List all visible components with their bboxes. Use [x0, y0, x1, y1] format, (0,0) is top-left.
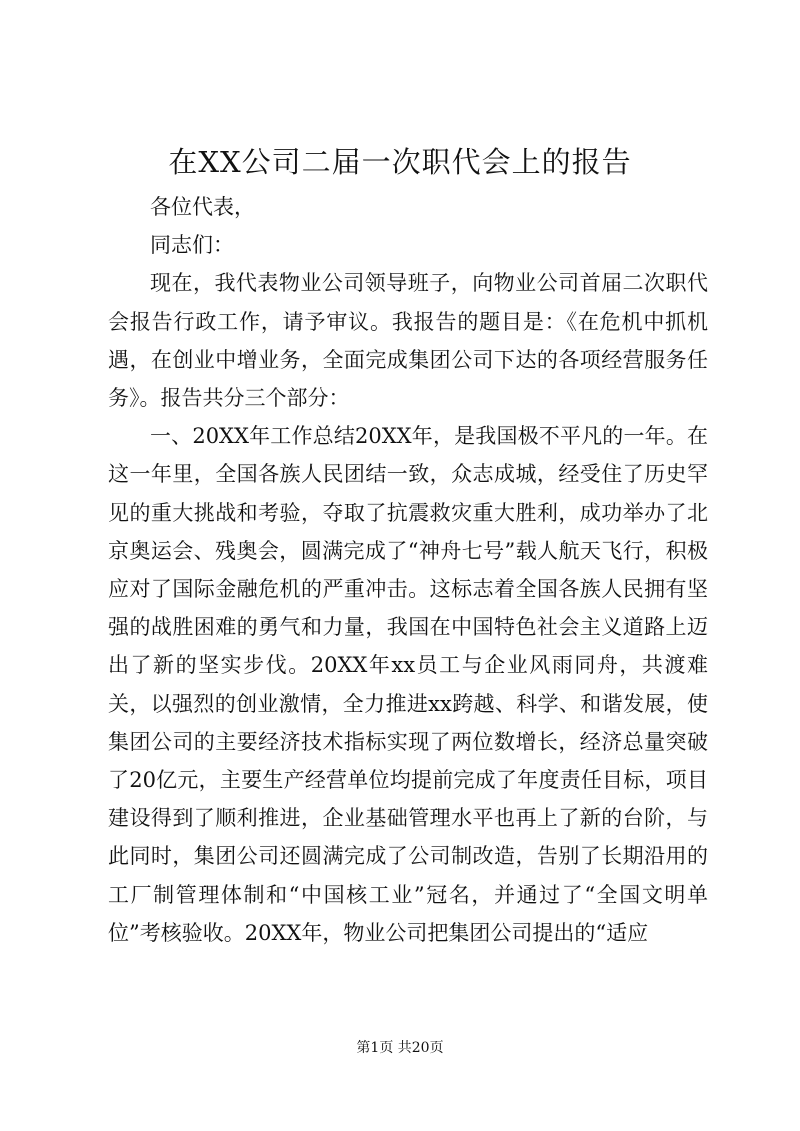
page-number: 第1页 共20页 [356, 1040, 444, 1056]
document-body [108, 188, 708, 952]
salutation-representatives: 各位代表， [150, 195, 255, 219]
salutation-comrades: 同志们： [150, 233, 234, 258]
section-one-paragraph: 一、20XX年工作总结20XX年，是我国极不平凡的一年。在这一年里，全国各族人民团结一致，众志成城，经受住了历史罕见的重大挑战和考验，夺取了抗震救灾重大胜利，成功举办了北京奥运会、残奥会，圆满完成了“神舟七号”载人航天飞行，积极应对了国际金融危机的严重冲击。这标志着全国各族人民拥有坚强的战胜困难的勇气和力量，我国在中国特色社会主义道路上迈出了新的坚实步伐。20XX年xx员工与企业风雨同舟，共渡难关，以强烈的创业激情，全力推进xx跨越、科学、和谐发展，使集团公司的主要经济技术指标实现了两位数增长，经济总量突破了20亿元，主要生产经营单位均提前完成了年度责任目标，项目建设得到了顺利推进，企业基础管理水平也再上了新的台阶，与此同时，集团公司还圆满完成了公司制改造，告别了长期沿用的工厂制管理体制和“中国核工业”冠名，并通过了“全国文明单位”考核验收。20XX年，物业公司把集团公司提出的“适应 [108, 424, 708, 945]
document-title: 在XX公司二届一次职代会上的报告 [168, 145, 632, 179]
intro-paragraph: 现在，我代表物业公司领导班子，向物业公司首届二次职代会报告行政工作，请予审议。我报告的题目是：《在危机中抓机遇，在创业中增业务，全面完成集团公司下达的各项经营服务任务》。报告共分三个部分： [108, 271, 708, 411]
